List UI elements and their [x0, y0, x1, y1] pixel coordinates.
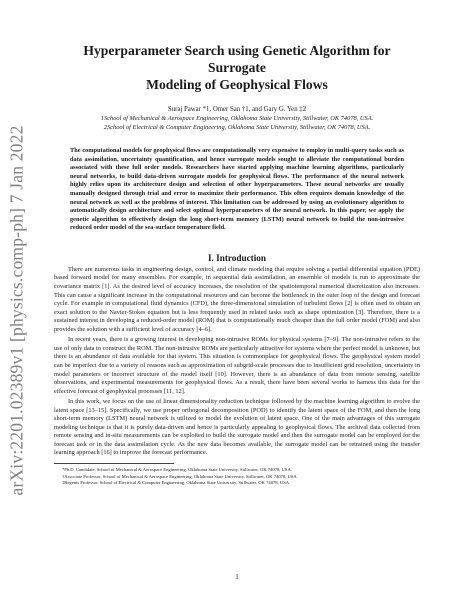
footnote-3: ‡Regents Professor, School of Electrical & Computer Engineering, Oklahoma State University, Stillwater, OK 74078, USA.: [62, 480, 291, 486]
title-line-2: Modeling of Geophysical Flows: [146, 77, 328, 92]
intro-paragraph-2: In recent years, there is a growing interest in developing non-intrusive ROMs for physical systems [7–9]. The non-intrusive refers to the use of only data to construct the ROM. The non-intrusive ROMs are particularly attractive for systems where the perfect model is unknown, but there is an abundance of data available for that system. This situation is commonplace for geophysical flows. The geophysical system model can be imperfect due to a variety of reasons such as approximation of subgrid-scale processes due to insufficient grid resolution, uncertainty in model parameters or incorrect structure of the model itself [10]. However, there is an abundance of data from remote sensing, satellite observations, and experimental measurements for geophysical flows. As a result, there have been several works to harness this data for the effective forecast of geophysical processes [11, 12].: [54, 336, 420, 395]
arxiv-identifier: arXiv:2201.02389v1 [physics.comp-ph] 7 Jan 2022: [6, 124, 27, 496]
footnote-rule: [54, 463, 174, 466]
abstract: The computational models for geophysical flows are computationally very expensive to employ in multi-query tasks such as data assimilation, uncertainty quantification, and hence surrogate models sought to alleviate the computational burden associated with these full order models. Researchers have started applying machine learning algorithms, particularly neural networks, to build data-driven surrogate models for geophysical flows. The performance of the neural network highly relies upon its architecture design and selection of other hyperparameters. These neural networks are usually manually designed through trial and error to maximize their performance. This often requires domain knowledge of the neural network as well as the problems of interest. This limitation can be addressed by using an evolutionary algorithm to automatically design architecture and select optimal hyperparameters of the neural network. In this paper, we apply the genetic algorithm to effectively design the long short-term memory (LSTM) neural network to build the non-intrusive reduced order model of the sea-surface temperature field.: [70, 147, 404, 232]
affiliation-1: 1School of Mechanical & Aerospace Engineering, Oklahoma State University, Stillwater, OK 74078, USA.: [100, 115, 374, 122]
intro-paragraph-3: In this work, we focus on the use of linear dimensionality reduction technique followed by the machine learning algorithm to evolve the latent space [13–15]. Specifically, we use proper orthogonal decomposition (POD) to identify the latent space of the FOM, and then the long short-term memory (LSTM) neural network is utilized to model the evolution of latent space. One of the main advantages of this surrogate modeling technique is that it is purely data-driven and hence is particularly appealing to geophysical flows. The archival data collected from remote sensing and in-situ measurements can be exploited to build the surrogate model and then the surrogate model can be employed for the forecast task or in the data assimilation cycle. As the new data becomes available, the surrogate model can be retrained using the transfer learning approach [16] to improve the forecast performance.: [54, 398, 420, 457]
footnotes: [54, 467, 420, 487]
author-list: Suraj Pawar *1, Omer San †1, and Gary G. Yen ‡2: [167, 106, 307, 113]
arxiv-stamp: [4, 124, 30, 496]
section-heading-introduction: I. Introduction: [207, 252, 267, 263]
page-number: 1: [235, 573, 239, 581]
affiliation-2: 2School of Electrical & Computer Engineering, Oklahoma State University, Stillwater, OK 74078, USA.: [103, 124, 371, 131]
paper-title: [54, 42, 420, 93]
intro-paragraph-1: There are numerous tasks in engineering design, control, and climate modeling that require solving a partial differential equation (PDE) based forward model for many ensembles. For example, in sequential data assimilation, an ensemble of models is run to approximate the covariance matrix [1]. As the desired level of accuracy increases, the resolution of the spatiotemporal numerical discretization also increases. This can cause a significant increase in the computational resources and can become the bottleneck in the outer loop of the design and forecast cycle. For example in computational fluid dynamics (CFD), the three-dimensional simulation of turbulent flows [2] is often used to obtain an exact solution to the Navier-Stokes equation but is less frequently used in related tasks such as shape optimization [3]. Therefore, there is a sustained interest in developing a reduced-order model (ROM) that is computationally much cheaper than the full order model (FOM) and also provides the solution with a sufficient level of accuracy [4–6].: [54, 265, 420, 333]
footnote-1: *Ph.D. Candidate, School of Mechanical & Aerospace Engineering, Oklahoma State University, Stillwater, OK 74078, USA.: [62, 466, 292, 472]
footnote-2: †Associate Professor, School of Mechanical & Aerospace Engineering, Oklahoma State University, Stillwater, OK 74078, USA.: [62, 473, 298, 479]
title-line-1: Hyperparameter Search using Genetic Algorithm for Surrogate: [83, 43, 391, 75]
paper-page: [54, 42, 420, 487]
